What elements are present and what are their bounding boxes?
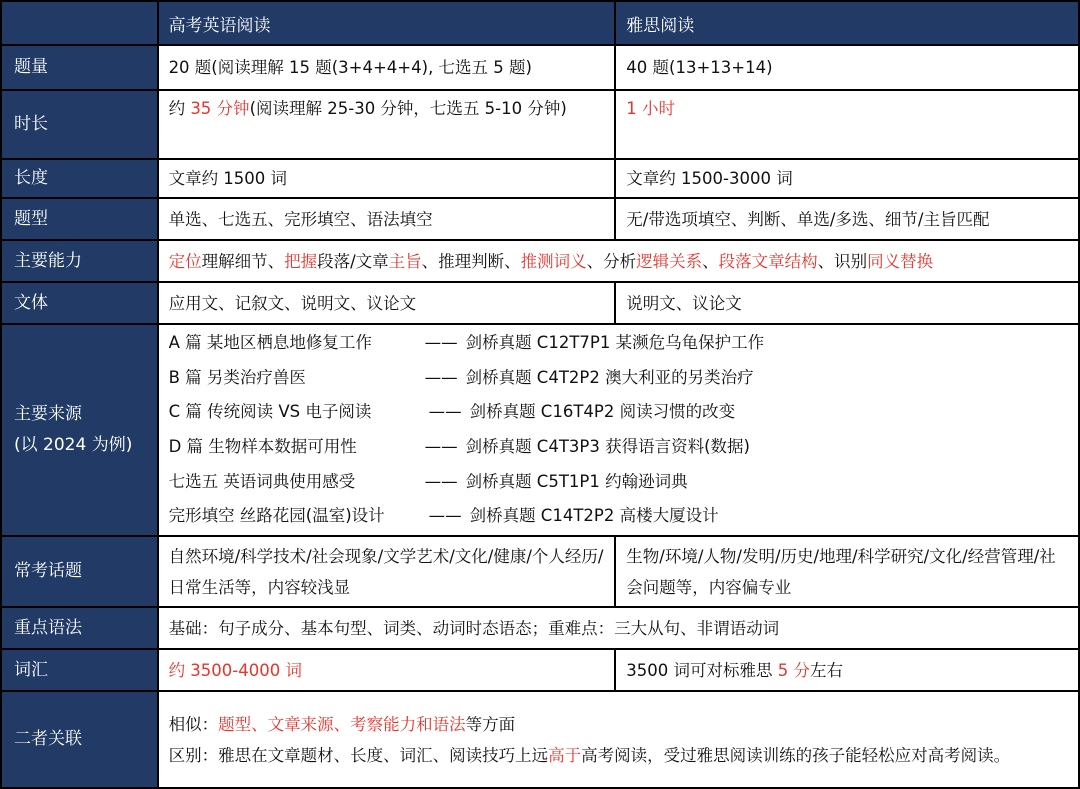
grammar-text: 基础：句子成分、基本句型、词类、动词时态语态；重难点：三大从句、非谓语动词 [158, 607, 1079, 649]
ielts-genre: 说明文、议论文 [615, 282, 1079, 324]
relation-text [158, 691, 1079, 788]
row-label-relation: 二者关联 [1, 691, 158, 788]
row-vocab [1, 649, 1079, 691]
row-quantity [1, 45, 1079, 90]
row-topics [1, 536, 1079, 607]
ielts-duration: 1 小时 [615, 90, 1079, 159]
gaokao-types: 单选、七选五、完形填空、语法填空 [158, 198, 616, 240]
row-label-topics: 常考话题 [1, 536, 158, 607]
row-label-length: 长度 [1, 159, 158, 198]
row-ability [1, 240, 1079, 282]
gaokao-genre: 应用文、记叙文、说明文、议论文 [158, 282, 616, 324]
gaokao-vocab: 约 3500-4000 词 [158, 649, 616, 691]
row-label-vocab: 词汇 [1, 649, 158, 691]
header-row [1, 1, 1079, 45]
header-gaokao: 高考英语阅读 [158, 1, 616, 45]
row-grammar [1, 607, 1079, 649]
row-sources [1, 324, 1079, 536]
gaokao-quantity: 20 题(阅读理解 15 题(3+4+4+4), 七选五 5 题) [158, 45, 616, 90]
ielts-topics: 生物/环境/人物/发明/历史/地理/科学研究/文化/经营管理/社会问题等，内容偏专业 [615, 536, 1079, 607]
source-item: A 篇 某地区栖息地修复工作 —— 剑桥真题 C12T7P1 某濒危乌龟保护工作 [168, 332, 765, 352]
source-item: B 篇 另类治疗兽医 —— 剑桥真题 C4T2P2 澳大利亚的另类治疗 [168, 367, 754, 387]
gaokao-topics: 自然环境/科学技术/社会现象/文学艺术/文化/健康/个人经历/日常生活等，内容较浅显 [158, 536, 616, 607]
source-item: C 篇 传统阅读 VS 电子阅读 —— 剑桥真题 C16T4P2 阅读习惯的改变 [168, 402, 736, 422]
row-genre [1, 282, 1079, 324]
row-relation [1, 691, 1079, 788]
gaokao-duration: 约 35 分钟(阅读理解 25-30 分钟，七选五 5-10 分钟) [158, 90, 616, 159]
ielts-quantity: 40 题(13+13+14) [615, 45, 1079, 90]
sources-list [158, 324, 1079, 536]
row-label-genre: 文体 [1, 282, 158, 324]
row-label-quantity: 题量 [1, 45, 158, 90]
header-ielts: 雅思阅读 [615, 1, 1079, 45]
duration-highlight: 35 分钟 [190, 99, 250, 118]
ielts-vocab: 3500 词可对标雅思 5 分左右 [615, 649, 1079, 691]
row-types [1, 198, 1079, 240]
ability-text: 定位理解细节、把握段落/文章主旨、推理判断、推测词义、分析逻辑关系、段落文章结构、识别同义替换 [158, 240, 1079, 282]
row-duration [1, 90, 1079, 159]
row-label-sources: 主要来源 (以 2024 为例) [1, 324, 158, 536]
source-item: 完形填空 丝路花园(温室)设计 —— 剑桥真题 C14T2P2 高楼大厦设计 [168, 506, 719, 526]
source-item: D 篇 生物样本数据可用性 —— 剑桥真题 C4T3P3 获得语言资料(数据) [168, 437, 750, 456]
row-label-duration: 时长 [1, 90, 158, 159]
row-label-types: 题型 [1, 198, 158, 240]
ielts-length: 文章约 1500-3000 词 [615, 159, 1079, 198]
relation-similar: 相似：题型、文章来源、考察能力和语法等方面 [168, 714, 516, 734]
row-length [1, 159, 1079, 198]
header-corner [1, 1, 158, 45]
row-label-grammar: 重点语法 [1, 607, 158, 649]
source-item: 七选五 英语词典使用感受 —— 剑桥真题 C5T1P1 约翰逊词典 [168, 471, 688, 491]
gaokao-length: 文章约 1500 词 [158, 159, 616, 198]
ielts-types: 无/带选项填空、判断、单选/多选、细节/主旨匹配 [615, 198, 1079, 240]
relation-difference: 区别：雅思在文章题材、长度、词汇、阅读技巧上远高于高考阅读，受过雅思阅读训练的孩子能轻松应对高考阅读。 [168, 745, 1011, 765]
row-label-ability: 主要能力 [1, 240, 158, 282]
